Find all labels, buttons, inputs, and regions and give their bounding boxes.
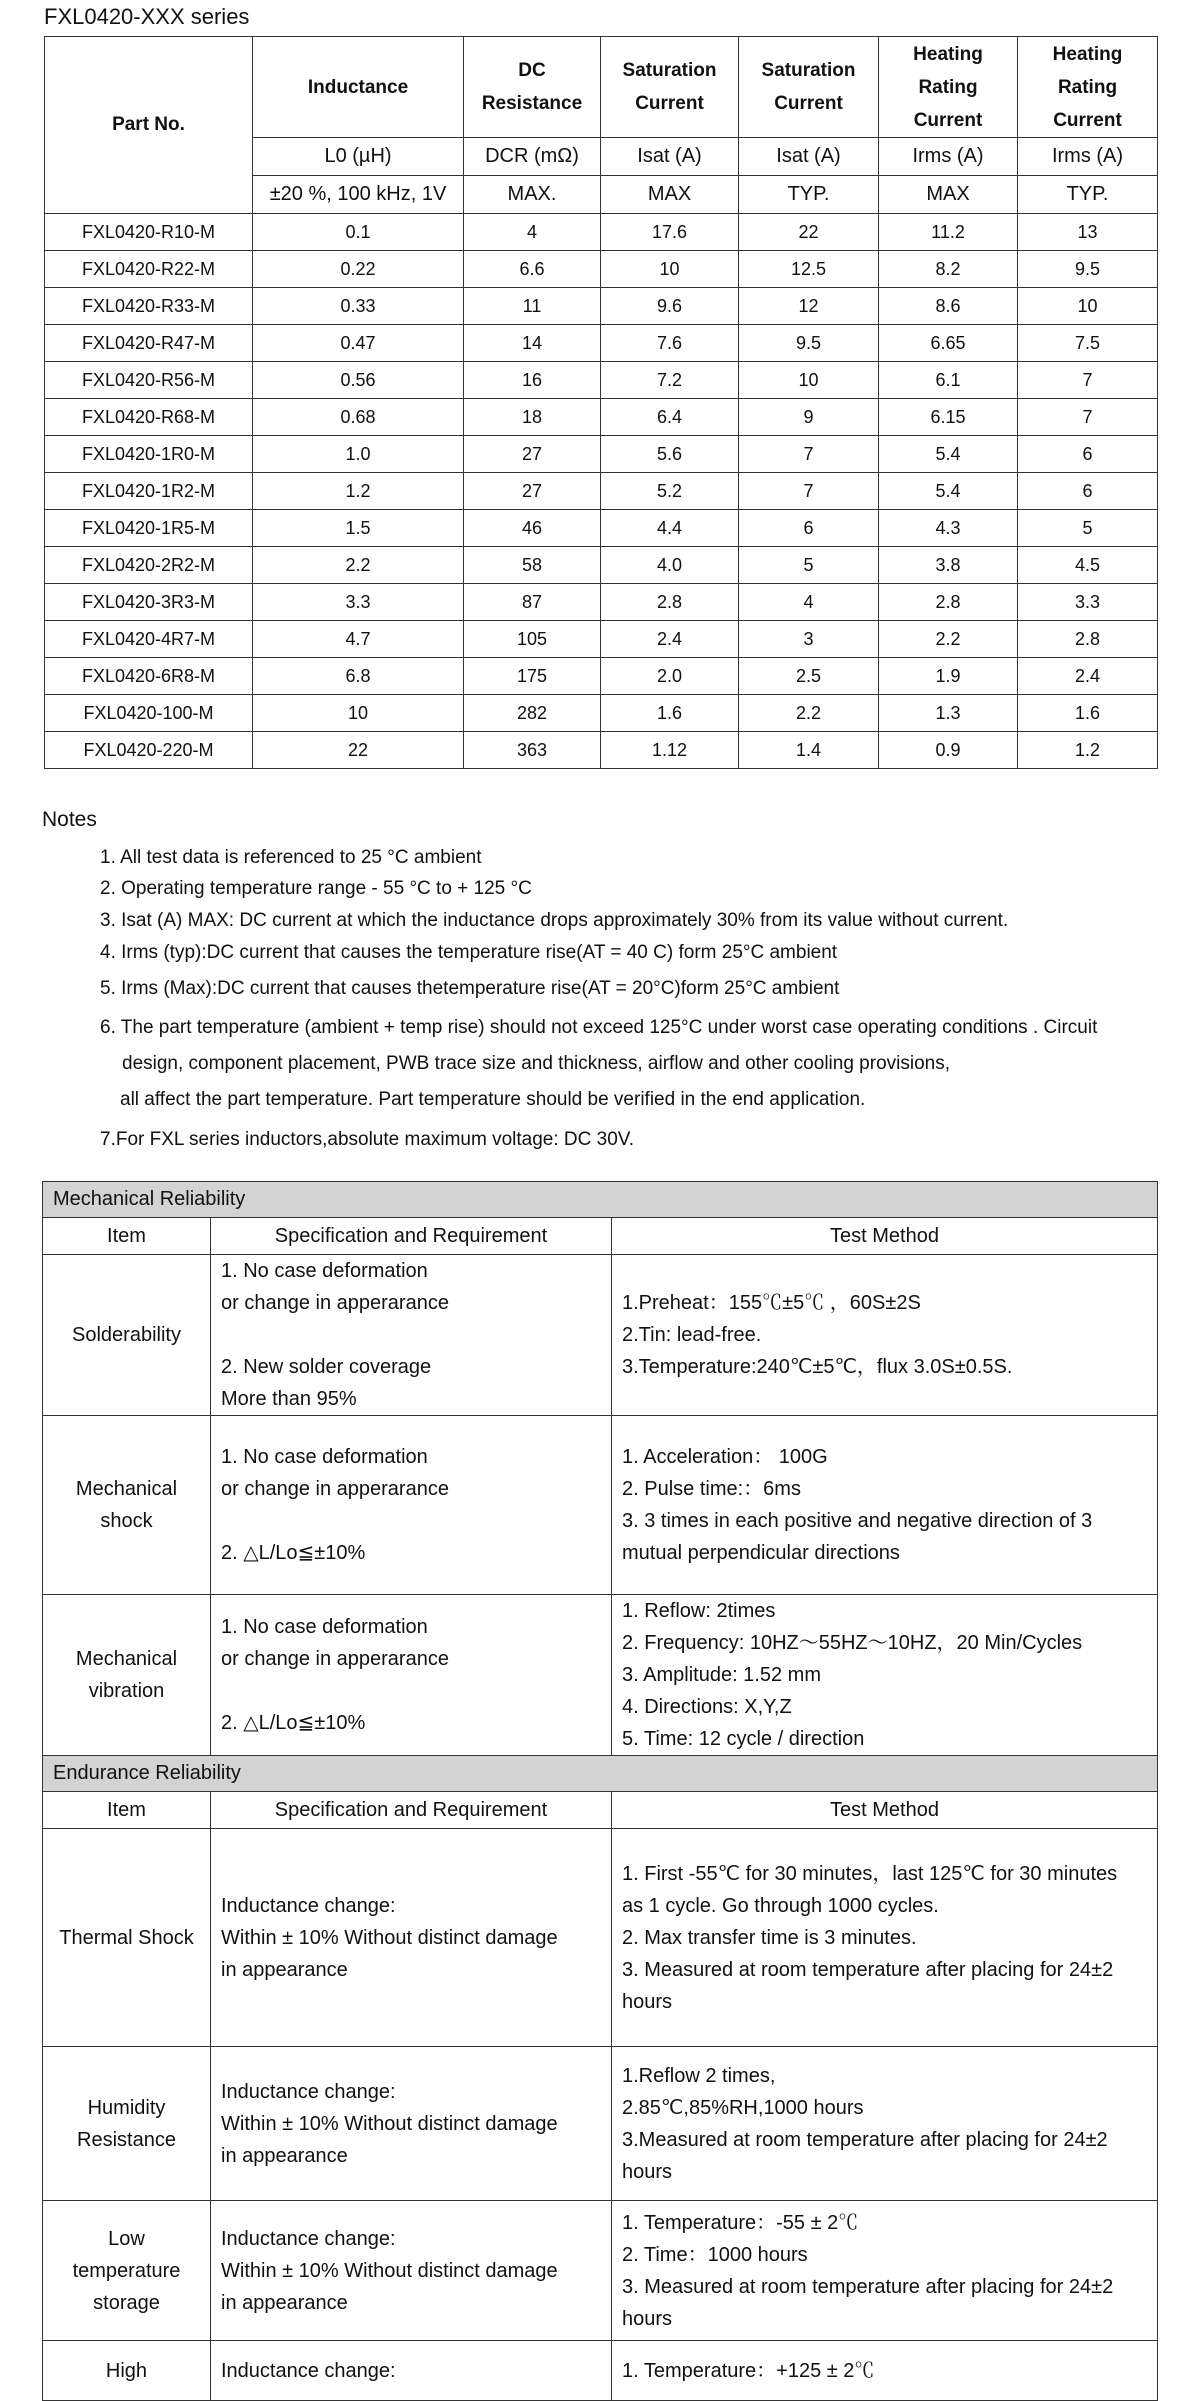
method-line: 3. Amplitude: 1.52 mm bbox=[622, 1664, 821, 1686]
note-line: 4. Irms (typ):DC current that causes the temperature rise(AT = 40 C) form 25°C ambient bbox=[100, 942, 838, 963]
value-cell: 7 bbox=[1018, 399, 1158, 436]
value-cell: 16 bbox=[464, 362, 601, 399]
value-cell: 5.2 bbox=[601, 473, 739, 510]
value-cell: 2.2 bbox=[739, 695, 879, 732]
col-header-method: Test Method bbox=[612, 1218, 1158, 1255]
col-header-line: Inductance bbox=[307, 76, 409, 98]
value-cell: 6.8 bbox=[253, 658, 464, 695]
value-cell: 17.6 bbox=[601, 214, 739, 251]
item-line: Resistance bbox=[77, 2128, 176, 2151]
table-row bbox=[45, 695, 1158, 732]
value-cell: 58 bbox=[464, 547, 601, 584]
value-cell: 46 bbox=[464, 510, 601, 547]
value-cell: 2.0 bbox=[601, 658, 739, 695]
notes-title: Notes bbox=[42, 808, 97, 831]
value-cell: 3.3 bbox=[253, 584, 464, 621]
requirement-line: 2. New solder coverage bbox=[221, 1356, 432, 1378]
value-cell: 0.33 bbox=[253, 288, 464, 325]
value-cell: 0.1 bbox=[253, 214, 464, 251]
col-header-symbol: Isat (A) bbox=[601, 138, 739, 176]
method-line: 3. Measured at room temperature after placing for 24±2 bbox=[622, 1958, 1114, 1981]
method-line: 3.Temperature:240℃±5℃，flux 3.0S±0.5S. bbox=[622, 1356, 1013, 1378]
method-line: 2. Max transfer time is 3 minutes. bbox=[622, 1926, 917, 1949]
method-line: 2.85℃,85%RH,1000 hours bbox=[622, 2096, 864, 2119]
value-cell: 2.4 bbox=[1018, 658, 1158, 695]
table-row bbox=[45, 547, 1158, 584]
requirement-line: or change in apperarance bbox=[221, 1648, 449, 1670]
value-cell: 4.0 bbox=[601, 547, 739, 584]
reliability-row bbox=[43, 1829, 1158, 2047]
item-line: Humidity bbox=[87, 2096, 166, 2119]
table-row bbox=[45, 658, 1158, 695]
part-number-cell: FXL0420-R33-M bbox=[45, 288, 253, 325]
col-header-condition: TYP. bbox=[739, 176, 879, 214]
part-number-cell: FXL0420-R22-M bbox=[45, 251, 253, 288]
col-header-spec: Specification and Requirement bbox=[211, 1792, 612, 1829]
method-line: 1.Preheat：155℃±5℃ ，60S±2S bbox=[622, 1292, 921, 1314]
requirement-line: Within ± 10% Without distinct damage bbox=[221, 2112, 558, 2135]
value-cell: 1.12 bbox=[601, 732, 739, 769]
value-cell: 105 bbox=[464, 621, 601, 658]
value-cell: 12 bbox=[739, 288, 879, 325]
part-number-cell: FXL0420-6R8-M bbox=[45, 658, 253, 695]
requirement-line: Inductance change: bbox=[221, 2359, 396, 2382]
note-item bbox=[100, 873, 532, 905]
method-line: 3. Measured at room temperature after placing for 24±2 bbox=[622, 2275, 1114, 2298]
col-header-symbol: Irms (A) bbox=[1018, 138, 1158, 176]
reliability-row bbox=[43, 2341, 1158, 2401]
method-line: 1. Reflow: 2times bbox=[622, 1600, 776, 1622]
note-item bbox=[100, 905, 1008, 937]
value-cell: 9.5 bbox=[1018, 251, 1158, 288]
col-header-line: Current bbox=[774, 93, 843, 114]
value-cell: 1.2 bbox=[1018, 732, 1158, 769]
value-cell: 2.8 bbox=[879, 584, 1018, 621]
test-method bbox=[612, 2201, 1158, 2341]
table-row bbox=[45, 362, 1158, 399]
col-header-name bbox=[253, 37, 464, 138]
part-number-cell: FXL0420-1R2-M bbox=[45, 473, 253, 510]
reliability-table bbox=[42, 1181, 1158, 2401]
col-header-name bbox=[601, 37, 739, 138]
method-line: 3. 3 times in each positive and negative direction of 3 bbox=[622, 1510, 1093, 1532]
col-header-condition: MAX bbox=[601, 176, 739, 214]
table-row bbox=[45, 621, 1158, 658]
method-line: 2. Time：1000 hours bbox=[622, 2243, 808, 2266]
part-number-cell: FXL0420-2R2-M bbox=[45, 547, 253, 584]
note-line: 2. Operating temperature range - 55 °C to + 125 °C bbox=[100, 878, 532, 899]
value-cell: 6.15 bbox=[879, 399, 1018, 436]
method-line: 4. Directions: X,Y,Z bbox=[622, 1696, 792, 1718]
series-title: FXL0420-XXX series bbox=[44, 4, 250, 29]
value-cell: 6 bbox=[739, 510, 879, 547]
col-header-name bbox=[464, 37, 601, 138]
value-cell: 22 bbox=[253, 732, 464, 769]
test-method bbox=[612, 2047, 1158, 2201]
value-cell: 5 bbox=[739, 547, 879, 584]
value-cell: 2.2 bbox=[879, 621, 1018, 658]
requirement-line: in appearance bbox=[221, 2291, 348, 2314]
value-cell: 13 bbox=[1018, 214, 1158, 251]
part-number-cell: FXL0420-100-M bbox=[45, 695, 253, 732]
method-line: 3.Measured at room temperature after placing for 24±2 bbox=[622, 2128, 1108, 2151]
method-line: 1. Acceleration： 100G bbox=[622, 1446, 828, 1468]
part-number-cell: FXL0420-R10-M bbox=[45, 214, 253, 251]
requirement bbox=[211, 1595, 612, 1756]
item-line: Thermal Shock bbox=[59, 1926, 194, 1949]
requirement-line: Within ± 10% Without distinct damage bbox=[221, 1926, 558, 1949]
col-header-line: Rating bbox=[918, 76, 978, 98]
test-item bbox=[43, 1595, 211, 1756]
col-header-line: Current bbox=[635, 93, 704, 114]
requirement-line bbox=[221, 1675, 611, 1707]
value-cell: 8.6 bbox=[879, 288, 1018, 325]
method-line: 5. Time: 12 cycle / direction bbox=[622, 1728, 865, 1750]
table-row bbox=[45, 510, 1158, 547]
value-cell: 1.5 bbox=[253, 510, 464, 547]
requirement bbox=[211, 1416, 612, 1595]
method-line: hours bbox=[622, 2307, 673, 2330]
note-line: design, component placement, PWB trace size and thickness, airflow and other cooling provisions, bbox=[122, 1053, 950, 1074]
value-cell: 10 bbox=[739, 362, 879, 399]
value-cell: 4 bbox=[464, 214, 601, 251]
value-cell: 1.0 bbox=[253, 436, 464, 473]
col-header-spec: Specification and Requirement bbox=[211, 1218, 612, 1255]
note-item bbox=[100, 973, 839, 1005]
col-header-line: Saturation bbox=[622, 60, 717, 81]
value-cell: 4.5 bbox=[1018, 547, 1158, 584]
value-cell: 27 bbox=[464, 436, 601, 473]
requirement-line: or change in apperarance bbox=[221, 1478, 449, 1500]
value-cell: 1.6 bbox=[601, 695, 739, 732]
requirement-line: 1. No case deformation bbox=[221, 1616, 428, 1638]
value-cell: 6.4 bbox=[601, 399, 739, 436]
value-cell: 2.4 bbox=[601, 621, 739, 658]
item-line: Mechanical bbox=[75, 1648, 178, 1670]
requirement-line: 2. △L/Lo≦±10% bbox=[221, 1542, 366, 1564]
note-item bbox=[100, 1010, 1097, 1118]
value-cell: 6 bbox=[1018, 436, 1158, 473]
value-cell: 7.6 bbox=[601, 325, 739, 362]
table-row bbox=[45, 473, 1158, 510]
value-cell: 87 bbox=[464, 584, 601, 621]
note-item bbox=[100, 937, 837, 969]
test-method bbox=[612, 1255, 1158, 1416]
requirement-line: More than 95% bbox=[221, 1388, 357, 1410]
table-row bbox=[45, 325, 1158, 362]
value-cell: 3.3 bbox=[1018, 584, 1158, 621]
value-cell: 6.1 bbox=[879, 362, 1018, 399]
method-line: 2. Pulse time:：6ms bbox=[622, 1478, 801, 1500]
requirement bbox=[211, 2047, 612, 2201]
value-cell: 27 bbox=[464, 473, 601, 510]
part-number-cell: FXL0420-4R7-M bbox=[45, 621, 253, 658]
value-cell: 2.8 bbox=[1018, 621, 1158, 658]
test-method bbox=[612, 2341, 1158, 2401]
requirement bbox=[211, 2201, 612, 2341]
col-header-item: Item bbox=[43, 1218, 211, 1255]
value-cell: 282 bbox=[464, 695, 601, 732]
value-cell: 1.6 bbox=[1018, 695, 1158, 732]
requirement bbox=[211, 1255, 612, 1416]
table-row bbox=[45, 214, 1158, 251]
section-header: Endurance Reliability bbox=[43, 1756, 1158, 1792]
value-cell: 363 bbox=[464, 732, 601, 769]
value-cell: 0.68 bbox=[253, 399, 464, 436]
method-line: 1.Reflow 2 times, bbox=[622, 2064, 776, 2087]
value-cell: 5.4 bbox=[879, 473, 1018, 510]
note-line: all affect the part temperature. Part temperature should be verified in the end application. bbox=[120, 1089, 866, 1110]
part-number-cell: FXL0420-220-M bbox=[45, 732, 253, 769]
table-row bbox=[45, 436, 1158, 473]
requirement-line bbox=[221, 1505, 611, 1537]
reliability-row bbox=[43, 2201, 1158, 2341]
table-row bbox=[45, 251, 1158, 288]
requirement-line: in appearance bbox=[221, 2144, 348, 2167]
col-header-condition: MAX. bbox=[464, 176, 601, 214]
note-line: 6. The part temperature (ambient + temp rise) should not exceed 125°C under worst case operating conditions . Circuit bbox=[100, 1017, 1098, 1038]
requirement-line: Inductance change: bbox=[221, 2227, 396, 2250]
value-cell: 1.3 bbox=[879, 695, 1018, 732]
method-line: 2.Tin: lead-free. bbox=[622, 1324, 762, 1346]
method-line: 1. First -55℃ for 30 minutes，last 125℃ for 30 minutes bbox=[622, 1862, 1118, 1885]
value-cell: 11 bbox=[464, 288, 601, 325]
requirement-line: 2. △L/Lo≦±10% bbox=[221, 1712, 366, 1734]
col-header-name bbox=[879, 37, 1018, 138]
value-cell: 5 bbox=[1018, 510, 1158, 547]
value-cell: 5.6 bbox=[601, 436, 739, 473]
col-header-symbol: DCR (mΩ) bbox=[464, 138, 601, 176]
test-item bbox=[43, 2047, 211, 2201]
reliability-row bbox=[43, 1255, 1158, 1416]
col-header-line: Saturation bbox=[761, 60, 856, 81]
value-cell: 1.2 bbox=[253, 473, 464, 510]
part-number-cell: FXL0420-3R3-M bbox=[45, 584, 253, 621]
value-cell: 4.7 bbox=[253, 621, 464, 658]
value-cell: 4 bbox=[739, 584, 879, 621]
value-cell: 0.22 bbox=[253, 251, 464, 288]
requirement bbox=[211, 1829, 612, 2047]
value-cell: 7 bbox=[739, 436, 879, 473]
reliability-row bbox=[43, 2047, 1158, 2201]
table-row bbox=[45, 584, 1158, 621]
value-cell: 14 bbox=[464, 325, 601, 362]
value-cell: 2.8 bbox=[601, 584, 739, 621]
item-line: High bbox=[105, 2359, 148, 2382]
value-cell: 10 bbox=[601, 251, 739, 288]
value-cell: 9.5 bbox=[739, 325, 879, 362]
item-line: Low bbox=[108, 2227, 145, 2250]
spec-table-body bbox=[45, 214, 1158, 769]
item-line: Mechanical bbox=[75, 1478, 178, 1500]
value-cell: 2.2 bbox=[253, 547, 464, 584]
value-cell: 22 bbox=[739, 214, 879, 251]
value-cell: 11.2 bbox=[879, 214, 1018, 251]
value-cell: 3 bbox=[739, 621, 879, 658]
col-header-condition: ±20 %, 100 kHz, 1V bbox=[253, 176, 464, 214]
value-cell: 175 bbox=[464, 658, 601, 695]
value-cell: 0.47 bbox=[253, 325, 464, 362]
test-method bbox=[612, 1416, 1158, 1595]
value-cell: 6 bbox=[1018, 473, 1158, 510]
requirement-line: Within ± 10% Without distinct damage bbox=[221, 2259, 558, 2282]
col-header-symbol: Irms (A) bbox=[879, 138, 1018, 176]
method-line: 2. Frequency: 10HZ～55HZ～10HZ，20 Min/Cycles bbox=[622, 1632, 1083, 1654]
value-cell: 4.3 bbox=[879, 510, 1018, 547]
item-line: storage bbox=[93, 2291, 160, 2314]
method-line: as 1 cycle. Go through 1000 cycles. bbox=[622, 1894, 939, 1917]
col-header-line: Heating bbox=[913, 43, 983, 65]
col-header-condition: MAX bbox=[879, 176, 1018, 214]
requirement-line: Inductance change: bbox=[221, 2080, 396, 2103]
col-header-name bbox=[739, 37, 879, 138]
requirement-line: or change in apperarance bbox=[221, 1292, 449, 1314]
test-item bbox=[43, 1416, 211, 1595]
method-line: 1. Temperature：+125 ± 2℃ bbox=[622, 2359, 875, 2382]
requirement-line: 1. No case deformation bbox=[221, 1260, 428, 1282]
item-line: temperature bbox=[72, 2259, 181, 2282]
value-cell: 10 bbox=[1018, 288, 1158, 325]
col-header-line: Resistance bbox=[481, 93, 583, 114]
col-header-symbol: L0 (µH) bbox=[253, 138, 464, 176]
reliability-row bbox=[43, 1595, 1158, 1756]
note-line: 1. All test data is referenced to 25 °C ambient bbox=[100, 847, 482, 868]
part-no-header: Part No. bbox=[45, 37, 253, 214]
item-line: shock bbox=[100, 1510, 153, 1532]
col-header-line: Heating bbox=[1052, 43, 1123, 65]
value-cell: 7 bbox=[1018, 362, 1158, 399]
col-header-line: DC bbox=[518, 60, 546, 81]
requirement-line: Inductance change: bbox=[221, 1894, 396, 1917]
value-cell: 3.8 bbox=[879, 547, 1018, 584]
requirement-line: in appearance bbox=[221, 1958, 348, 1981]
value-cell: 18 bbox=[464, 399, 601, 436]
value-cell: 0.9 bbox=[879, 732, 1018, 769]
value-cell: 9.6 bbox=[601, 288, 739, 325]
col-header-condition: TYP. bbox=[1018, 176, 1158, 214]
note-line: 5. Irms (Max):DC current that causes thetemperature rise(AT = 20°C)form 25°C ambient bbox=[100, 978, 840, 999]
method-line: 1. Temperature：-55 ± 2℃ bbox=[622, 2211, 859, 2234]
part-number-cell: FXL0420-R56-M bbox=[45, 362, 253, 399]
test-item bbox=[43, 1829, 211, 2047]
table-row bbox=[45, 399, 1158, 436]
note-line: 3. Isat (A) MAX: DC current at which the inductance drops approximately 30% from its value without current. bbox=[100, 910, 1009, 931]
value-cell: 2.5 bbox=[739, 658, 879, 695]
requirement-line: 1. No case deformation bbox=[221, 1446, 428, 1468]
col-header-method: Test Method bbox=[612, 1792, 1158, 1829]
requirement-line bbox=[221, 1319, 611, 1351]
col-header-line: Current bbox=[1053, 109, 1122, 131]
part-number-cell: FXL0420-1R5-M bbox=[45, 510, 253, 547]
col-header-name bbox=[1018, 37, 1158, 138]
test-method bbox=[612, 1595, 1158, 1756]
value-cell: 7.5 bbox=[1018, 325, 1158, 362]
value-cell: 10 bbox=[253, 695, 464, 732]
col-header-line: Current bbox=[913, 109, 983, 131]
value-cell: 12.5 bbox=[739, 251, 879, 288]
value-cell: 7 bbox=[739, 473, 879, 510]
section-header: Mechanical Reliability bbox=[43, 1182, 1158, 1218]
note-item bbox=[100, 842, 481, 874]
method-line: hours bbox=[622, 2160, 673, 2183]
table-row bbox=[45, 732, 1158, 769]
col-header-symbol: Isat (A) bbox=[739, 138, 879, 176]
col-header-line: Rating bbox=[1057, 76, 1118, 98]
item-line: Solderability bbox=[72, 1324, 181, 1346]
value-cell: 5.4 bbox=[879, 436, 1018, 473]
table-row bbox=[45, 288, 1158, 325]
test-item bbox=[43, 1255, 211, 1416]
requirement bbox=[211, 2341, 612, 2401]
note-item bbox=[100, 1124, 634, 1156]
method-line: mutual perpendicular directions bbox=[622, 1542, 900, 1564]
test-method bbox=[612, 1829, 1158, 2047]
value-cell: 7.2 bbox=[601, 362, 739, 399]
value-cell: 1.4 bbox=[739, 732, 879, 769]
test-item bbox=[43, 2341, 211, 2401]
value-cell: 4.4 bbox=[601, 510, 739, 547]
value-cell: 0.56 bbox=[253, 362, 464, 399]
spec-table bbox=[44, 36, 1158, 769]
value-cell: 9 bbox=[739, 399, 879, 436]
value-cell: 1.9 bbox=[879, 658, 1018, 695]
part-number-cell: FXL0420-R47-M bbox=[45, 325, 253, 362]
part-number-cell: FXL0420-R68-M bbox=[45, 399, 253, 436]
test-item bbox=[43, 2201, 211, 2341]
note-line: 7.For FXL series inductors,absolute maximum voltage: DC 30V. bbox=[100, 1129, 634, 1150]
method-line: hours bbox=[622, 1990, 673, 2013]
value-cell: 6.65 bbox=[879, 325, 1018, 362]
part-number-cell: FXL0420-1R0-M bbox=[45, 436, 253, 473]
item-line: vibration bbox=[88, 1680, 165, 1702]
value-cell: 6.6 bbox=[464, 251, 601, 288]
value-cell: 8.2 bbox=[879, 251, 1018, 288]
reliability-row bbox=[43, 1416, 1158, 1595]
col-header-item: Item bbox=[43, 1792, 211, 1829]
